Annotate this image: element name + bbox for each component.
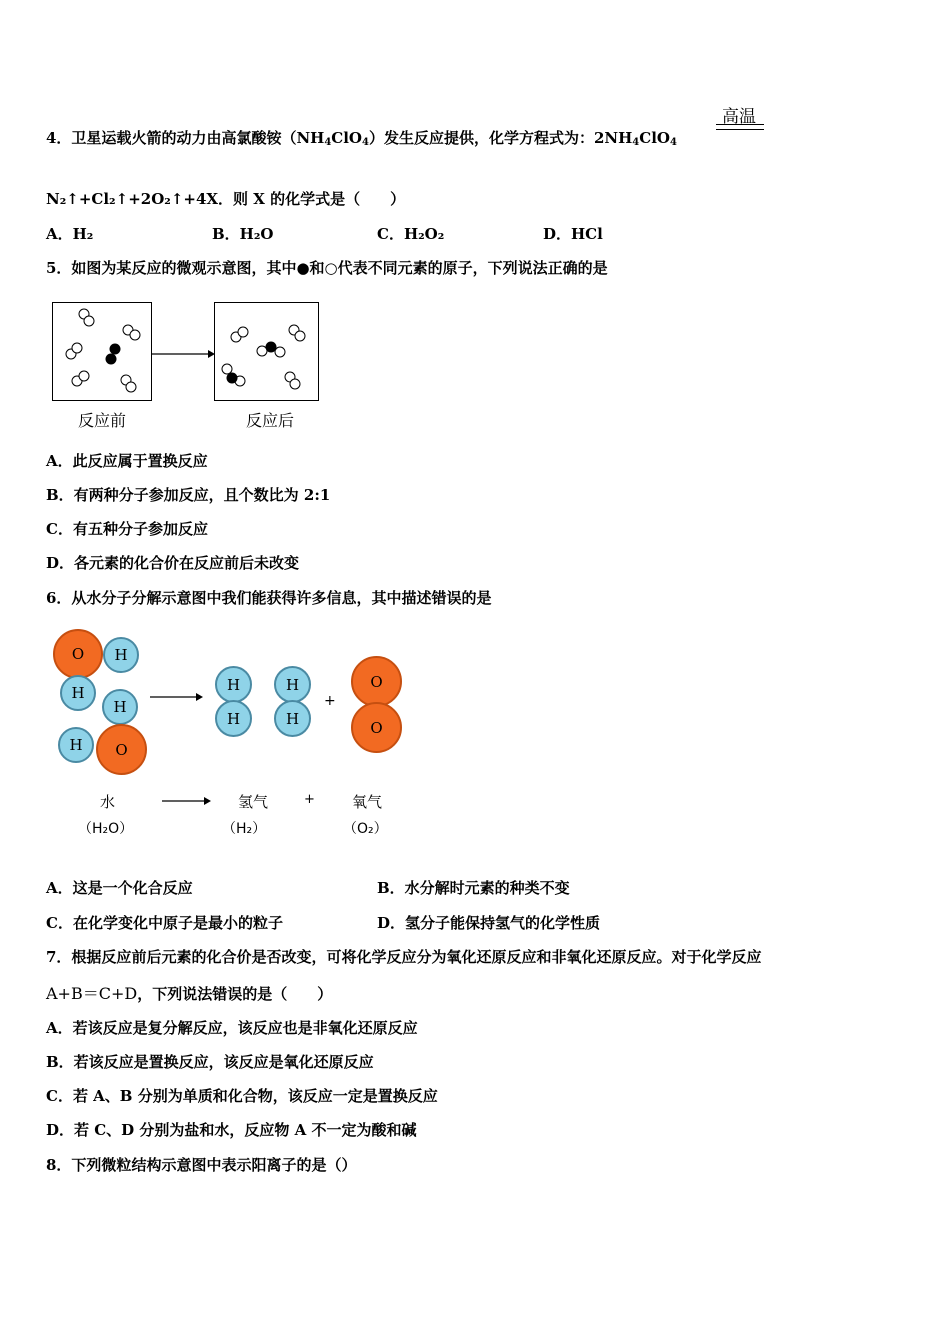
- oxygen-atom: O: [96, 724, 147, 775]
- label-oxygen: 氧气: [352, 793, 383, 811]
- q6-option-b[interactable]: B．水分解时元素的种类不变: [377, 879, 570, 897]
- q6-stem: 6．从水分子分解示意图中我们能获得许多信息，其中描述错误的是: [46, 589, 492, 607]
- q4-option-a[interactable]: A．H₂: [46, 225, 94, 243]
- q5-option-d[interactable]: D．各元素的化合价在反应前后未改变: [46, 554, 300, 572]
- hydrogen-atom: H: [274, 700, 311, 737]
- q7-option-d[interactable]: D．若 C、D 分别为盐和水，反应物 A 不一定为酸和碱: [46, 1121, 417, 1139]
- q4-option-d[interactable]: D．HCl: [543, 225, 603, 243]
- formula-water: （H₂O）: [78, 821, 134, 837]
- formula-oxygen: （O₂）: [343, 821, 388, 837]
- water-decomposition-diagram: [0, 620, 440, 850]
- label-before: 反应前: [78, 411, 127, 430]
- plus-sign: +: [324, 693, 336, 709]
- hydrogen-atom: H: [58, 727, 94, 763]
- q4-option-c[interactable]: C．H₂O₂: [377, 225, 445, 243]
- hydrogen-atom: H: [102, 689, 138, 725]
- q5-stem: 5．如图为某反应的微观示意图，其中●和○代表不同元素的原子，下列说法正确的是: [46, 259, 608, 277]
- before-reaction-box: [52, 302, 152, 401]
- q7-equation: A+B＝C+D: [46, 984, 138, 1003]
- condition-double-line: [716, 124, 764, 130]
- arrow-icon: [150, 691, 204, 703]
- q8-stem: 8．下列微粒结构示意图中表示阳离子的是（）: [46, 1156, 357, 1174]
- q7-stem-line2: [46, 984, 332, 1004]
- oxygen-atom: O: [351, 702, 402, 753]
- q6-option-c[interactable]: C．在化学变化中原子是最小的粒子: [46, 914, 283, 932]
- reaction-arrow: [152, 348, 216, 360]
- label-after: 反应后: [246, 411, 295, 430]
- label-water: 水: [100, 793, 116, 811]
- q4-option-b[interactable]: B．H₂O: [212, 225, 274, 243]
- hydrogen-atom: H: [274, 666, 311, 703]
- q7-question: ，下列说法错误的是（ ）: [137, 985, 333, 1003]
- q6-option-a[interactable]: A．这是一个化合反应: [46, 879, 193, 897]
- q7-option-b[interactable]: B．若该反应是置换反应，该反应是氧化还原反应: [46, 1053, 374, 1071]
- q5-option-a[interactable]: A．此反应属于置换反应: [46, 452, 208, 470]
- hydrogen-atom: H: [103, 637, 139, 673]
- q4-stem: 4．卫星运载火箭的动力由高氯酸铵$(NH_4ClO_4)$发生反应提供，化学方程式为：$2NH_4ClO_4$: [46, 129, 677, 148]
- before-molecules: [52, 302, 152, 401]
- hydrogen-atom: H: [60, 675, 96, 711]
- plus-sign: +: [304, 792, 315, 807]
- arrow-icon: [162, 795, 212, 807]
- q6-option-d[interactable]: D．氢分子能保持氢气的化学性质: [377, 914, 601, 932]
- after-reaction-box: [214, 302, 319, 401]
- hydrogen-atom: H: [215, 666, 252, 703]
- reaction-condition: 高温: [722, 107, 756, 127]
- label-hydrogen: 氢气: [238, 793, 269, 811]
- q4-stem-line2: N₂↑+Cl₂↑+2O₂↑+4X．则 X 的化学式是（ ）: [46, 190, 406, 208]
- q7-option-a[interactable]: A．若该反应是复分解反应，该反应也是非氧化还原反应: [46, 1019, 418, 1037]
- oxygen-atom: O: [351, 656, 402, 707]
- q5-option-b[interactable]: B．有两种分子参加反应，且个数比为 2:1: [46, 486, 331, 504]
- hydrogen-atom: H: [215, 700, 252, 737]
- formula-hydrogen: （H₂）: [222, 821, 267, 837]
- q7-option-c[interactable]: C．若 A、B 分别为单质和化合物，该反应一定是置换反应: [46, 1087, 438, 1105]
- q7-stem: 7．根据反应前后元素的化合价是否改变，可将化学反应分为氧化还原反应和非氧化还原反应。对于化学反应: [46, 948, 762, 966]
- q5-option-c[interactable]: C．有五种分子参加反应: [46, 520, 208, 538]
- oxygen-atom: O: [53, 629, 103, 679]
- after-molecules: [214, 302, 319, 401]
